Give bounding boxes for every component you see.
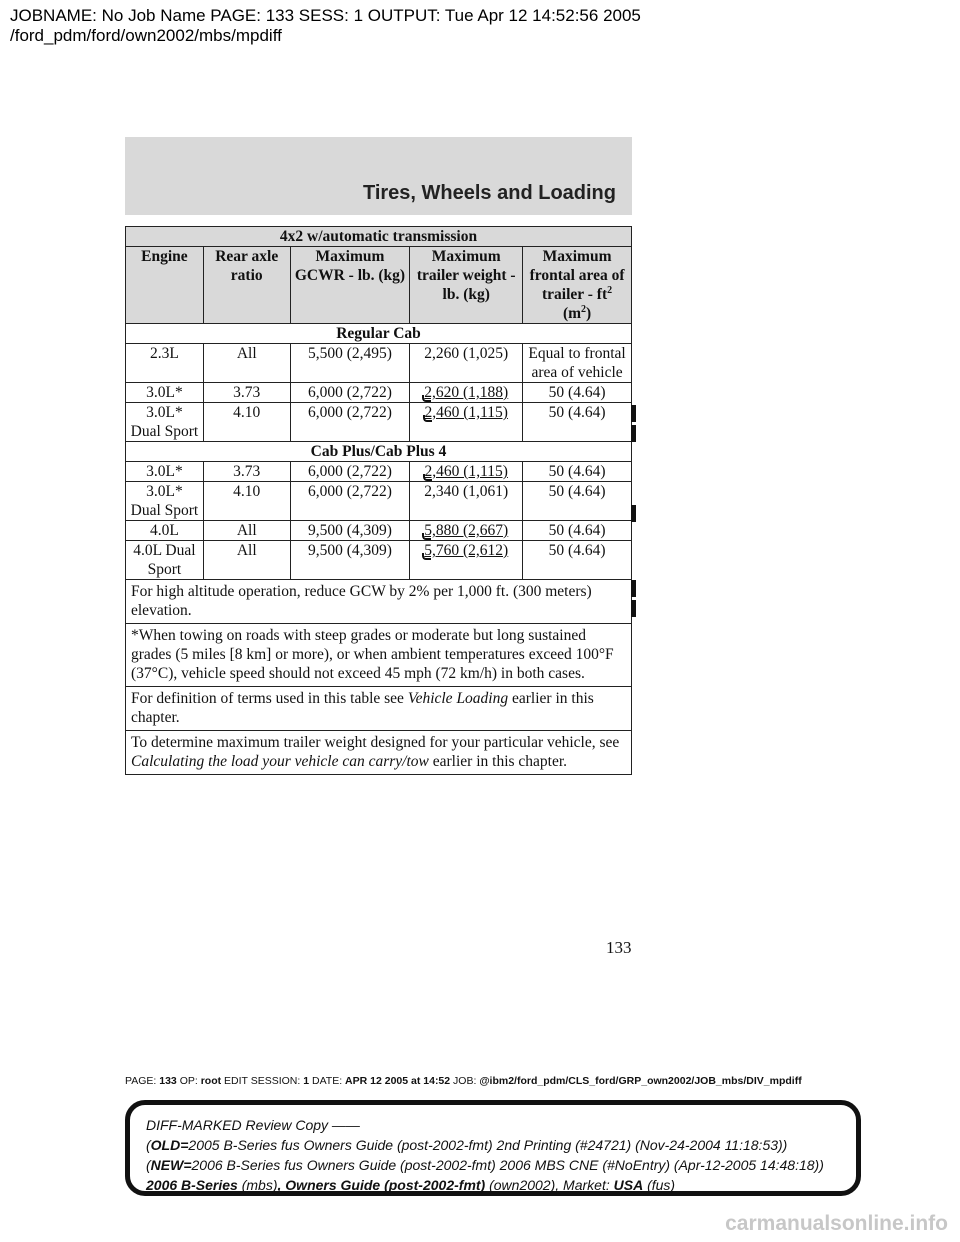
review-line-new: (NEW=2006 B-Series fus Owners Guide (post-2002-fmt) 2006 MBS CNE (#NoEntry) (Apr-12-2005 14:48:18)) [146, 1157, 824, 1173]
cell-frontal: 50 (4.64) [523, 383, 632, 403]
cell-trailer [410, 541, 523, 580]
section-header-band [125, 137, 632, 215]
change-bar [631, 425, 636, 442]
cell-gcwr: 5,500 (2,495) [290, 344, 410, 383]
cell-frontal: 50 (4.64) [523, 541, 632, 580]
review-line-title: DIFF-MARKED Review Copy —— [146, 1117, 360, 1133]
cell-axle: All [203, 521, 290, 541]
table-row [126, 403, 632, 442]
note-altitude: For high altitude operation, reduce GCW by 2% per 1,000 ft. (300 meters) elevation. [126, 580, 632, 624]
section-title: Tires, Wheels and Loading [362, 182, 616, 204]
table-row [126, 482, 632, 521]
cell-engine: 2.3L [126, 344, 204, 383]
table-row [126, 541, 632, 580]
section-label: Regular Cab [126, 324, 632, 344]
cell-axle: 4.10 [203, 403, 290, 442]
table-title: 4x2 w/automatic transmission [126, 227, 632, 247]
table-row [126, 383, 632, 403]
change-bar [631, 580, 636, 597]
section-row-cab-plus [126, 442, 632, 462]
section-row-regular-cab [126, 324, 632, 344]
change-bar [631, 405, 636, 422]
note-row-towing [126, 624, 632, 687]
changed-value: 5,880 (2,667) [424, 522, 509, 539]
link-vehicle-loading: Vehicle Loading [407, 690, 509, 707]
cell-gcwr: 6,000 (2,722) [290, 462, 410, 482]
cell-trailer [410, 462, 523, 482]
cell-gcwr: 6,000 (2,722) [290, 403, 410, 442]
job-header-line2: /ford_pdm/ford/own2002/mbs/mpdiff [10, 26, 282, 45]
table-row [126, 344, 632, 383]
cell-frontal: 50 (4.64) [523, 462, 632, 482]
table-row [126, 521, 632, 541]
cell-axle: All [203, 541, 290, 580]
changed-value: 5,760 (2,612) [424, 542, 509, 559]
cell-frontal: Equal to frontal area of vehicle [523, 344, 632, 383]
cell-engine: 4.0L Dual Sport [126, 541, 204, 580]
change-bar [631, 600, 636, 617]
col-trailer-weight: Maximum trailer weight - lb. (kg) [410, 247, 523, 324]
site-watermark: carmanualsonline.info [725, 1212, 948, 1235]
towing-spec-table [125, 226, 632, 775]
review-line-product: 2006 B-Series (mbs), Owners Guide (post-2002-fmt) (own2002), Market: USA (fus) [146, 1177, 676, 1193]
cell-axle: 4.10 [203, 482, 290, 521]
col-rear-axle: Rear axle ratio [203, 247, 290, 324]
cell-frontal: 50 (4.64) [523, 521, 632, 541]
section-label: Cab Plus/Cab Plus 4 [126, 442, 632, 462]
cell-trailer [410, 521, 523, 541]
job-header-line1: JOBNAME: No Job Name PAGE: 133 SESS: 1 OUTPUT: Tue Apr 12 14:52:56 2005 [10, 6, 641, 25]
cell-trailer [410, 403, 523, 442]
note-towing: *When towing on roads with steep grades or moderate but long sustained grades (5 miles [8 km] or more), or when ambient temperatures exceed 100°F (37°C), vehicle speed should not exceed 45 mph (72 km/h) in both cases. [126, 624, 632, 687]
col-gcwr: Maximum GCWR - lb. (kg) [290, 247, 410, 324]
cell-axle: 3.73 [203, 383, 290, 403]
page-number: 133 [606, 938, 632, 957]
cell-axle: All [203, 344, 290, 383]
cell-frontal: 50 (4.64) [523, 403, 632, 442]
cell-gcwr: 9,500 (4,309) [290, 521, 410, 541]
cell-engine: 3.0L* [126, 462, 204, 482]
cell-gcwr: 9,500 (4,309) [290, 541, 410, 580]
changed-value: 2,460 (1,115) [424, 404, 508, 421]
note-determine: To determine maximum trailer weight designed for your particular vehicle, see Calculating the load your vehicle can carry/tow earlier in this chapter. [126, 731, 632, 775]
change-bar [631, 505, 636, 522]
col-frontal-area: Maximum frontal area of trailer - $ft^2$ $(m^2)$ [523, 247, 632, 324]
cell-trailer: 2,340 (1,061) [410, 482, 523, 521]
diff-review-box [125, 1100, 861, 1196]
table-header-row [126, 247, 632, 324]
note-row-altitude [126, 580, 632, 624]
note-row-determine [126, 731, 632, 775]
cell-axle: 3.73 [203, 462, 290, 482]
cell-gcwr: 6,000 (2,722) [290, 482, 410, 521]
changed-value: 2,460 (1,115) [424, 463, 508, 480]
changed-value: 2,620 (1,188) [424, 384, 509, 401]
note-definition: For definition of terms used in this table see Vehicle Loading earlier in this chapter. [126, 687, 632, 731]
col-engine: Engine [126, 247, 204, 324]
footer-meta: PAGE: 133 OP: root EDIT SESSION: 1 DATE: APR 12 2005 at 14:52 JOB: @ibm2/ford_pdm/CLS_ford/GRP_own2002/JOB_mbs/DIV_mpdiff [125, 1075, 802, 1087]
cell-engine: 4.0L [126, 521, 204, 541]
cell-engine: 3.0L* Dual Sport [126, 403, 204, 442]
job-header [10, 6, 950, 46]
cell-engine: 3.0L* Dual Sport [126, 482, 204, 521]
cell-frontal: 50 (4.64) [523, 482, 632, 521]
cell-gcwr: 6,000 (2,722) [290, 383, 410, 403]
cell-engine: 3.0L* [126, 383, 204, 403]
cell-trailer: 2,260 (1,025) [410, 344, 523, 383]
link-calculating-load: Calculating the load your vehicle can carry/tow [131, 753, 429, 770]
table-title-row [126, 227, 632, 247]
cell-trailer [410, 383, 523, 403]
note-row-definition [126, 687, 632, 731]
table-row [126, 462, 632, 482]
review-line-old: (OLD=2005 B-Series fus Owners Guide (post-2002-fmt) 2nd Printing (#24721) (Nov-24-2004 11:18:53)) [146, 1137, 788, 1153]
